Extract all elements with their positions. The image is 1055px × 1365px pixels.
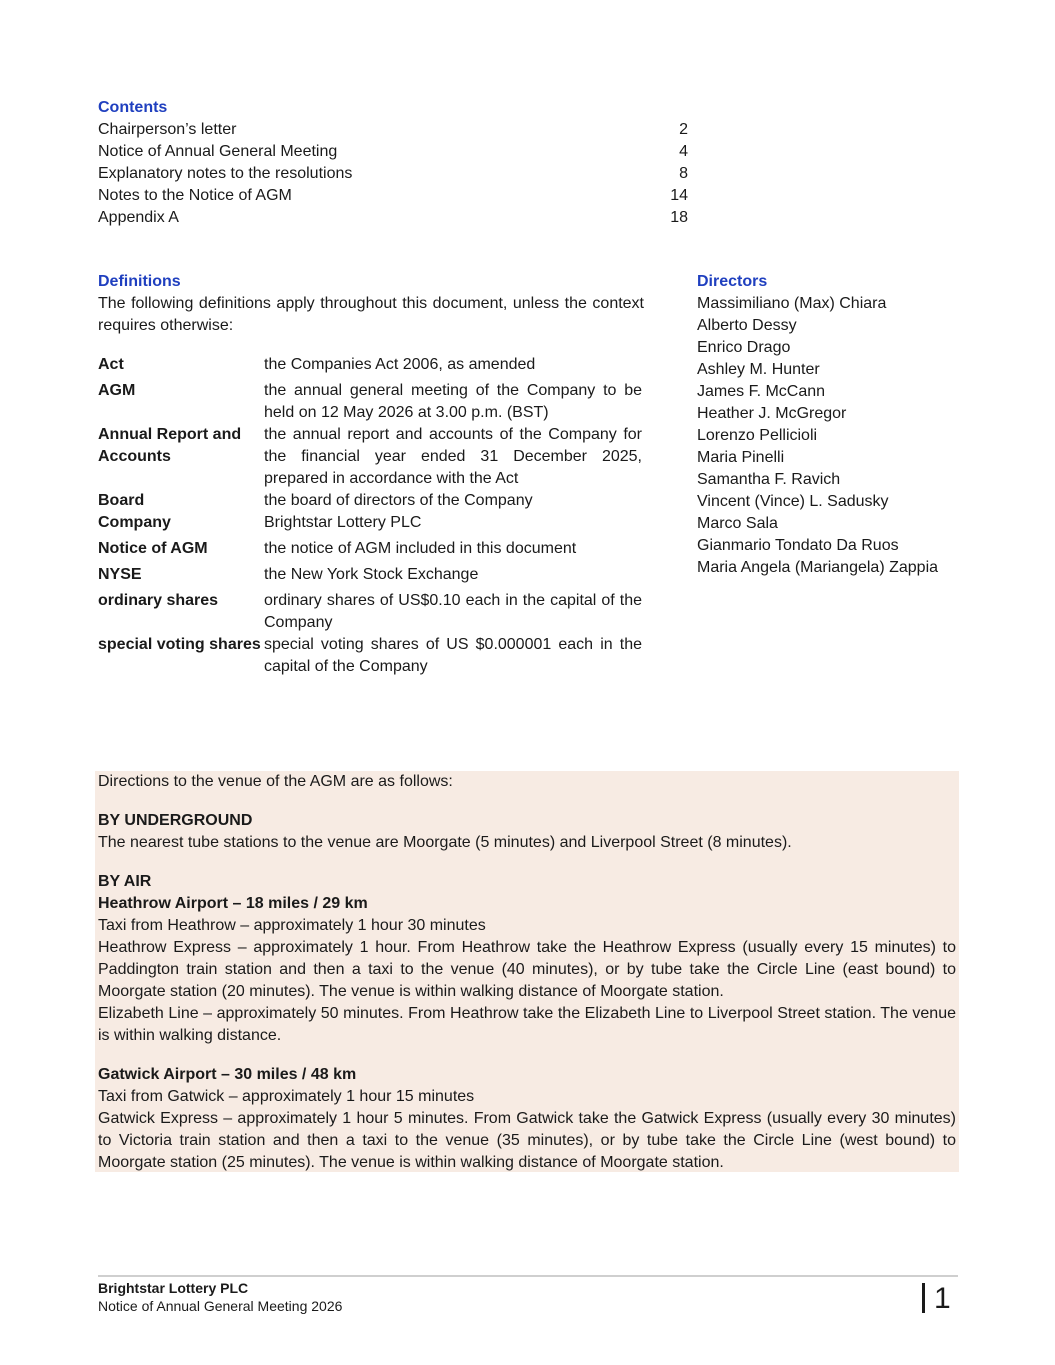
toc-item[interactable] <box>98 163 688 185</box>
director-name: Gianmario Tondato Da Ruos <box>697 537 899 554</box>
definition-row <box>98 380 644 424</box>
definition-term: Company <box>98 514 171 531</box>
definition-term: Notice of AGM <box>98 540 208 557</box>
toc-item-title: Chairperson’s letter <box>98 121 237 138</box>
contents-section <box>98 97 688 229</box>
toc-item[interactable] <box>98 185 688 207</box>
definition-term: NYSE <box>98 566 142 583</box>
toc-item-title: Notice of Annual General Meeting <box>98 143 338 160</box>
director-name: Ashley M. Hunter <box>697 361 820 378</box>
toc-item-title: Appendix A <box>98 209 179 226</box>
heathrow-express: Heathrow Express – approximately 1 hour. From Heathrow take the Heathrow Express (usually every 15 minutes) to Paddington train station and then a taxi to the venue (40 minutes), or by tube take the Circle Line (east bound) to Moorgate station (20 minutes). The venue is within walking distance of Moorgate station. <box>98 939 956 1000</box>
director-name: Vincent (Vince) L. Sadusky <box>697 493 889 510</box>
air-heading: BY AIR <box>98 873 152 890</box>
toc-item-page: 18 <box>670 209 688 226</box>
directions-intro: Directions to the venue of the AGM are as follows: <box>98 773 453 790</box>
underground-heading: BY UNDERGROUND <box>98 812 253 829</box>
contents-heading: Contents <box>98 99 168 116</box>
directors-section <box>697 271 997 579</box>
definition-text: the Companies Act 2006, as amended <box>264 356 536 373</box>
definition-text: the notice of AGM included in this document <box>264 540 577 557</box>
definition-row <box>98 590 644 634</box>
definitions-heading: Definitions <box>98 273 181 290</box>
director-name: James F. McCann <box>697 383 826 400</box>
definition-term: ordinary shares <box>98 592 219 609</box>
definition-row <box>98 512 644 534</box>
heathrow-taxi: Taxi from Heathrow – approximately 1 hour 30 minutes <box>98 917 486 934</box>
directions-box <box>95 771 959 1172</box>
director-name: Enrico Drago <box>697 339 791 356</box>
heathrow-elizabeth-line: Elizabeth Line – approximately 50 minutes. From Heathrow take the Elizabeth Line to Liverpool Street station. The venue is within walking distance. <box>98 1005 956 1044</box>
page-number-bar <box>922 1283 925 1313</box>
page-number <box>922 1283 951 1315</box>
definition-row <box>98 424 644 490</box>
toc-item-title: Notes to the Notice of AGM <box>98 187 292 204</box>
definition-term: special voting shares <box>98 636 261 653</box>
definition-text: ordinary shares of US$0.10 each in the capital of the Company <box>264 592 642 631</box>
toc-item[interactable] <box>98 141 688 163</box>
definition-row <box>98 490 644 512</box>
toc-item[interactable] <box>98 119 688 141</box>
definition-term: AGM <box>98 382 136 399</box>
toc-item-page: 14 <box>670 187 688 204</box>
director-name: Marco Sala <box>697 515 778 532</box>
director-name: Samantha F. Ravich <box>697 471 841 488</box>
definition-text: the annual report and accounts of the Company for the financial year ended 31 December 2025, prepared in accordance with the Act <box>264 426 642 487</box>
gatwick-taxi: Taxi from Gatwick – approximately 1 hour 15 minutes <box>98 1088 475 1105</box>
definition-term: Board <box>98 492 145 509</box>
page-number-value: 1 <box>934 1282 951 1315</box>
director-name: Heather J. McGregor <box>697 405 847 422</box>
toc-item-title: Explanatory notes to the resolutions <box>98 165 353 182</box>
footer-document-title: Notice of Annual General Meeting 2026 <box>98 1298 343 1314</box>
definition-text: special voting shares of US $0.000001 each in the capital of the Company <box>264 636 642 675</box>
definitions-table <box>98 354 644 678</box>
toc-item-page: 4 <box>679 143 688 160</box>
definition-row <box>98 538 644 560</box>
definition-row <box>98 634 644 678</box>
definition-row <box>98 564 644 586</box>
toc-item-page: 2 <box>679 121 688 138</box>
footer-company: Brightstar Lottery PLC <box>98 1280 249 1296</box>
director-name: Alberto Dessy <box>697 317 797 334</box>
definition-term: Annual Report and Accounts <box>98 426 242 465</box>
toc-item-page: 8 <box>679 165 688 182</box>
directors-heading: Directors <box>697 273 768 290</box>
heathrow-heading: Heathrow Airport – 18 miles / 29 km <box>98 895 368 912</box>
director-name: Massimiliano (Max) Chiara <box>697 295 887 312</box>
definitions-intro: The following definitions apply throughout this document, unless the context requires otherwise: <box>98 295 644 334</box>
definition-term: Act <box>98 356 124 373</box>
definition-text: the New York Stock Exchange <box>264 566 479 583</box>
footer-divider <box>98 1275 958 1277</box>
definition-text: the annual general meeting of the Company to be held on 12 May 2026 at 3.00 p.m. (BST) <box>264 382 642 421</box>
director-name: Lorenzo Pellicioli <box>697 427 818 444</box>
underground-text: The nearest tube stations to the venue are Moorgate (5 minutes) and Liverpool Street (8 minutes). <box>98 834 792 851</box>
definition-row <box>98 354 644 376</box>
director-name: Maria Angela (Mariangela) Zappia <box>697 559 939 576</box>
gatwick-heading: Gatwick Airport – 30 miles / 48 km <box>98 1066 357 1083</box>
toc-item[interactable] <box>98 207 688 229</box>
definition-text: the board of directors of the Company <box>264 492 533 509</box>
definitions-section <box>98 271 644 678</box>
definition-text: Brightstar Lottery PLC <box>264 514 422 531</box>
director-name: Maria Pinelli <box>697 449 785 466</box>
gatwick-express: Gatwick Express – approximately 1 hour 5 minutes. From Gatwick take the Gatwick Express (usually every 30 minutes) to Victoria train station and then a taxi to the venue (35 minutes), or by tube take the Circle Line (west bound) to Moorgate station (25 minutes). The venue is within walking distance of Moorgate station. <box>98 1110 956 1171</box>
